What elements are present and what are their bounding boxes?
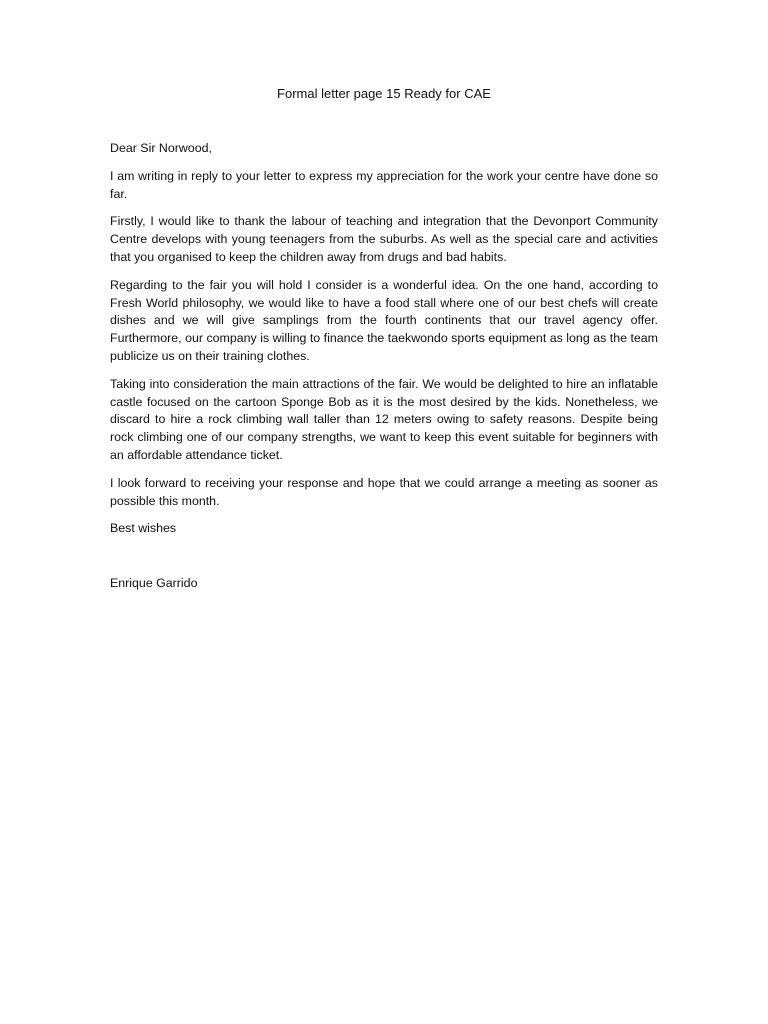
- paragraph-thanks: Firstly, I would like to thank the labour of teaching and integration that the Devonport Community Centre develops with young teenagers from the suburbs. As well as the special care and activities that you organised to keep the children away from drugs and bad habits.: [110, 214, 658, 264]
- paragraph-attractions: Taking into consideration the main attractions of the fair. We would be delighted to hire an inflatable castle focused on the cartoon Sponge Bob as it is the most desired by the kids. Nonetheless, we discard to hire a rock climbing wall taller than 12 meters owing to safety reasons. Despite being rock climbing one of our company strengths, we want to keep this event suitable for beginners with an affordable attendance ticket.: [110, 376, 658, 462]
- paragraph-closing-request: I look forward to receiving your response and hope that we could arrange a meeting as sooner as possible this month.: [110, 475, 658, 508]
- letter-salutation: Dear Sir Norwood,: [110, 141, 212, 155]
- paragraph-fair-proposal: Regarding to the fair you will hold I consider is a wonderful idea. On the one hand, according to Fresh World philosophy, we would like to have a food stall where one of our best chefs will create dishes and we will give samplings from the fourth continents that our travel agency offer. Furthermore, our company is willing to finance the taekwondo sports equipment as long as the team publicize us on their training clothes.: [110, 277, 658, 363]
- document-title: Formal letter page 15 Ready for CAE: [277, 86, 491, 101]
- letter-closing: Best wishes: [110, 521, 177, 536]
- letter-body: [110, 140, 658, 593]
- letter-signature: Enrique Garrido: [110, 576, 198, 591]
- paragraph-intro: I am writing in reply to your letter to express my appreciation for the work your centre have done so far.: [110, 168, 658, 201]
